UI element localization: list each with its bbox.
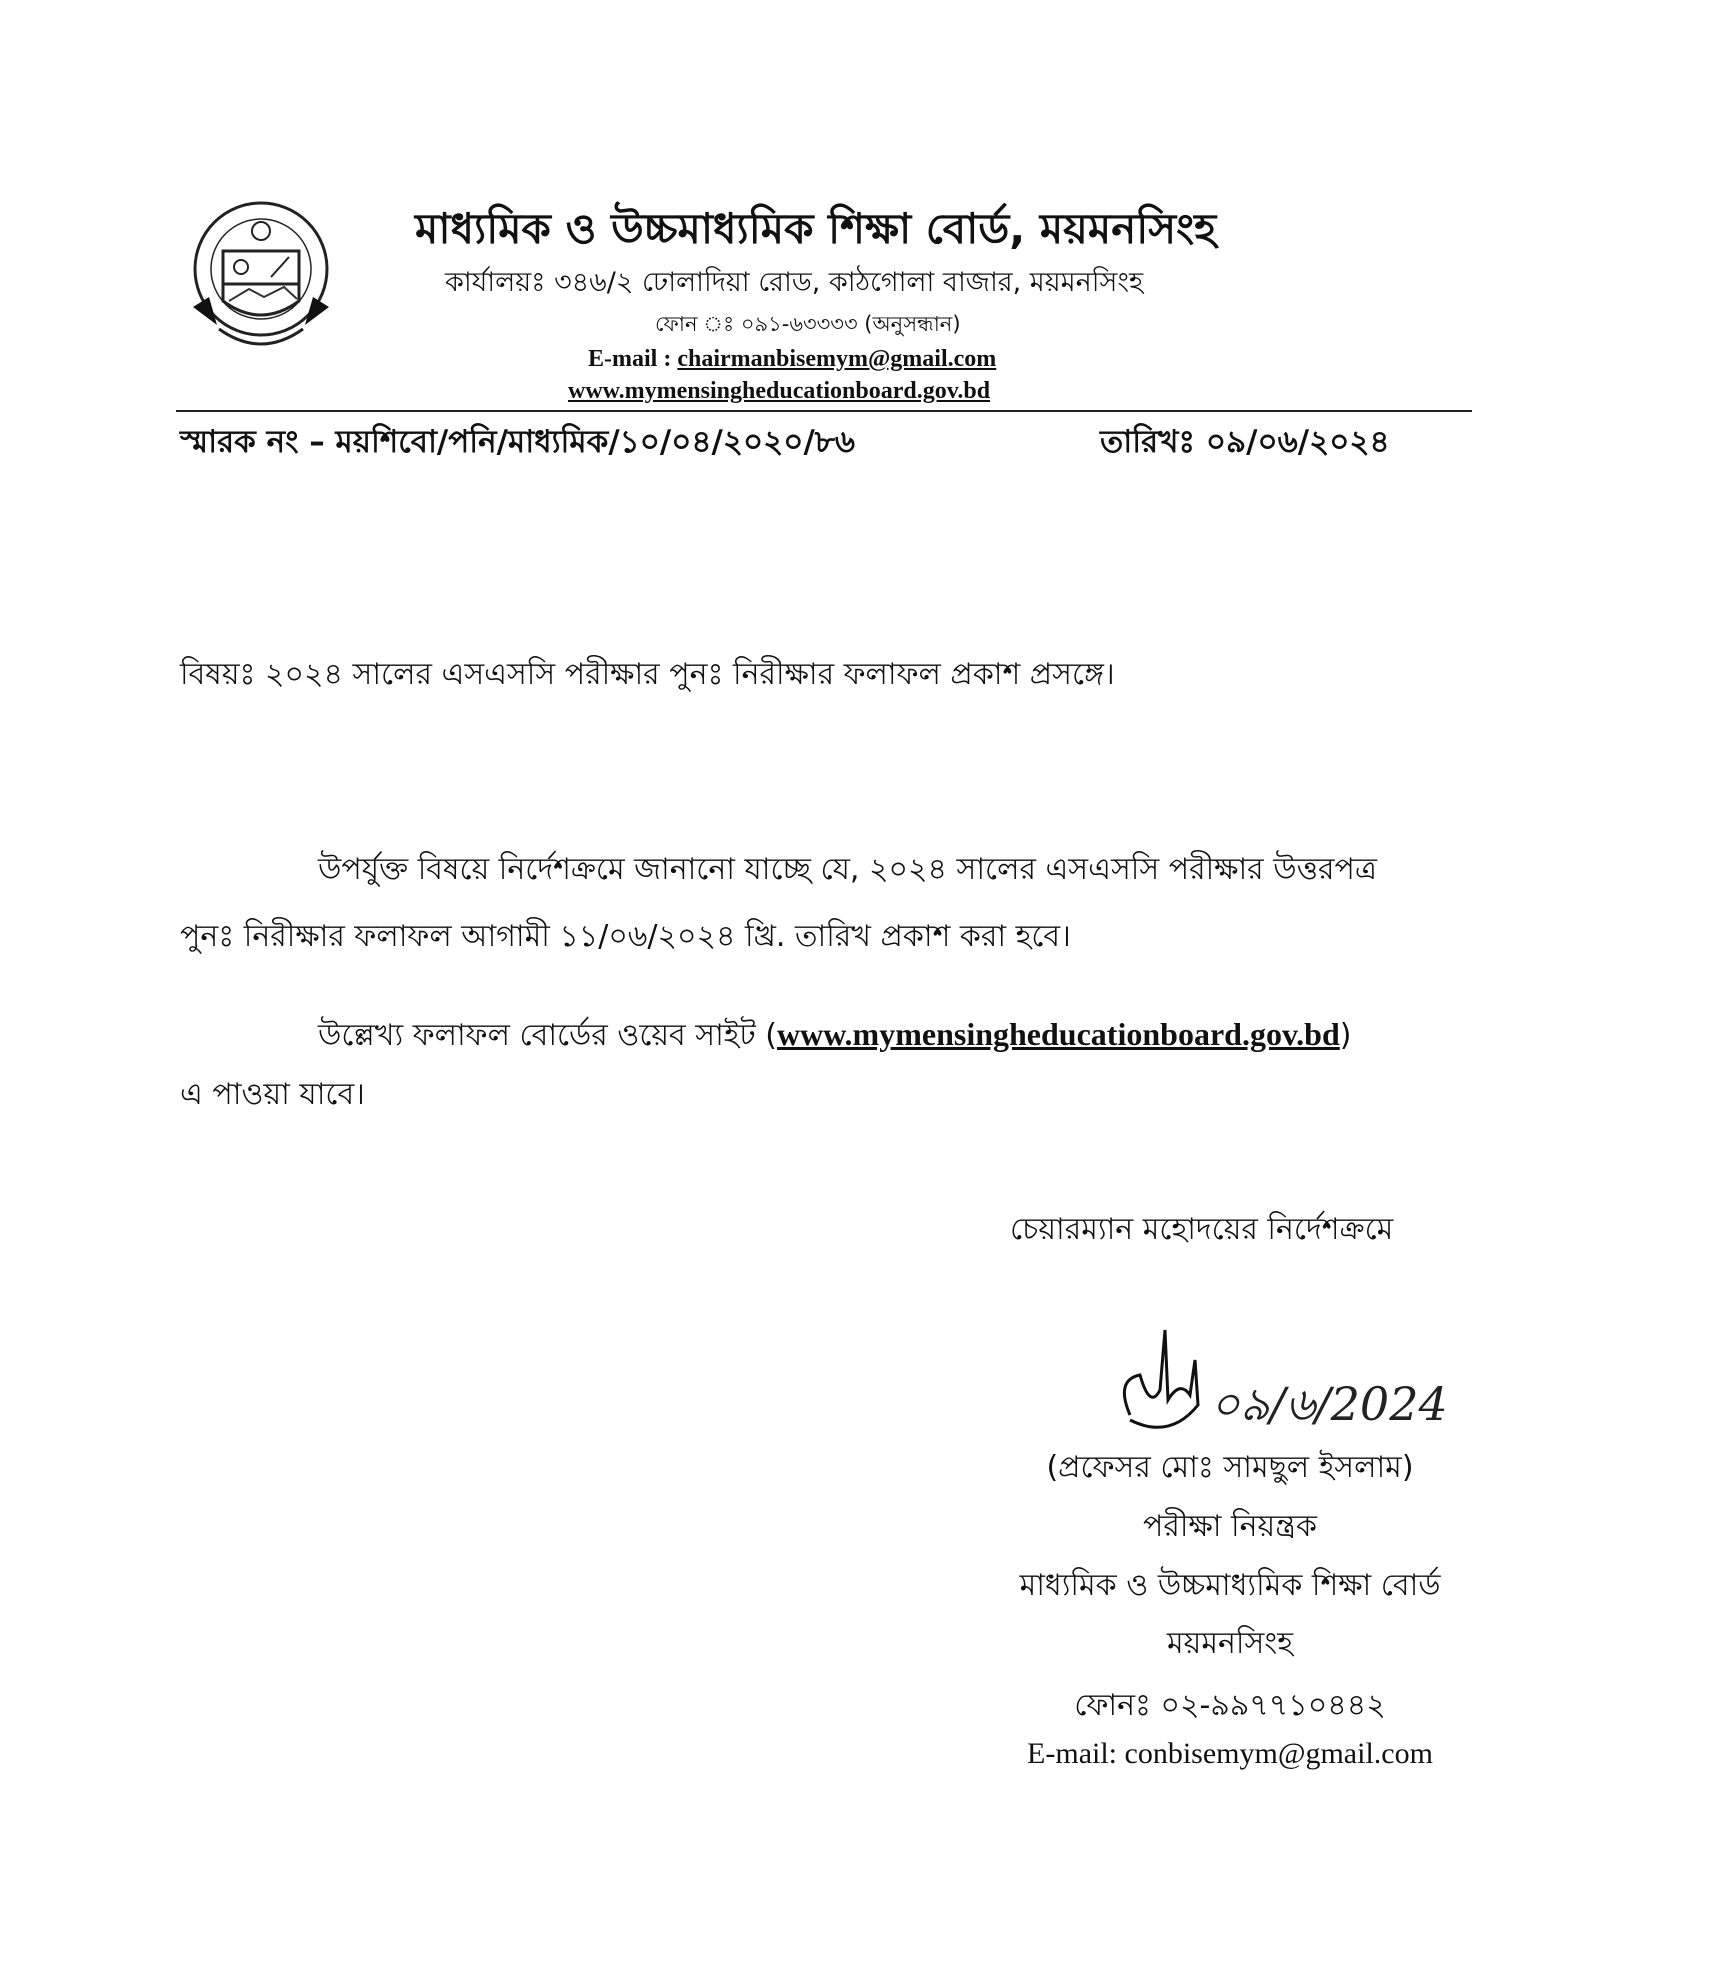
signatory-designation: পরীক্ষা নিয়ন্ত্রক bbox=[1143, 1509, 1317, 1544]
email-link[interactable]: chairmanbisemym@gmail.com bbox=[677, 346, 997, 372]
by-order-line: চেয়ারম্যান মহোদয়ের নির্দেশক্রমে bbox=[1010, 1212, 1394, 1247]
signatory-phone: ফোনঃ ০২-৯৯৭৭১০৪৪২ bbox=[1074, 1688, 1386, 1723]
board-title: মাধ্যমিক ও উচ্চমাধ্যমিক শিক্ষা বোর্ড, ময়মনসিংহ bbox=[415, 204, 1217, 253]
signatory-name: (প্রফেসর মোঃ সামছুল ইসলাম) bbox=[1046, 1450, 1414, 1485]
results-website-link[interactable]: www.mymensingheducationboard.gov.bd bbox=[776, 1016, 1340, 1052]
paragraph-2-prefix: উল্লেখ্য ফলাফল বোর্ডের ওয়েব সাইট ( bbox=[318, 1018, 777, 1053]
signatory-email: E-mail: conbisemym@gmail.com bbox=[1027, 1737, 1433, 1770]
paragraph-1-line-1: উপর্যুক্ত বিষয়ে নির্দেশক্রমে জানানো যাচ্ছে যে, ২০২৪ সালের এসএসসি পরীক্ষার উত্তরপত্র bbox=[318, 852, 1377, 887]
paragraph-2-line-1 bbox=[318, 1011, 1351, 1062]
header-phone: ফোন ঃ ০৯১-৬৩৩৩৩ (অনুসন্ধান) bbox=[655, 312, 961, 336]
signatory-city: ময়মনসিংহ bbox=[1167, 1626, 1293, 1661]
memo-date: তারিখঃ ০৯/০৬/২০২৪ bbox=[1100, 424, 1390, 460]
website-link[interactable]: www.mymensingheducationboard.gov.bd bbox=[568, 378, 991, 404]
paragraph-2-suffix: ) bbox=[1339, 1018, 1352, 1053]
paragraph-1-line-2: পুনঃ নিরীক্ষার ফলাফল আগামী ১১/০৬/২০২৪ খ্রি. তারিখ প্রকাশ করা হবে। bbox=[180, 919, 1071, 954]
board-seal-logo bbox=[189, 189, 333, 365]
paragraph-2-line-2: এ পাওয়া যাবে। bbox=[180, 1077, 365, 1112]
subject-line: বিষয়ঃ ২০২৪ সালের এসএসসি পরীক্ষার পুনঃ নিরীক্ষার ফলাফল প্রকাশ প্রসঙ্গে। bbox=[180, 657, 1115, 692]
email-label: E-mail : bbox=[588, 346, 678, 372]
memo-number: স্মারক নং – ময়শিবো/পনি/মাধ্যমিক/১০/০৪/২০২০/৮৬ bbox=[180, 424, 856, 460]
header-email bbox=[588, 346, 996, 373]
signature-date: ০৯/৬/2024 bbox=[1210, 1377, 1448, 1431]
signatory-organization: মাধ্যমিক ও উচ্চমাধ্যমিক শিক্ষা বোর্ড bbox=[1019, 1568, 1441, 1603]
header-divider bbox=[176, 410, 1472, 412]
office-address: কার্যালয়ঃ ৩৪৬/২ ঢোলাদিয়া রোড, কাঠগোলা বাজার, ময়মনসিংহ bbox=[445, 267, 1144, 298]
